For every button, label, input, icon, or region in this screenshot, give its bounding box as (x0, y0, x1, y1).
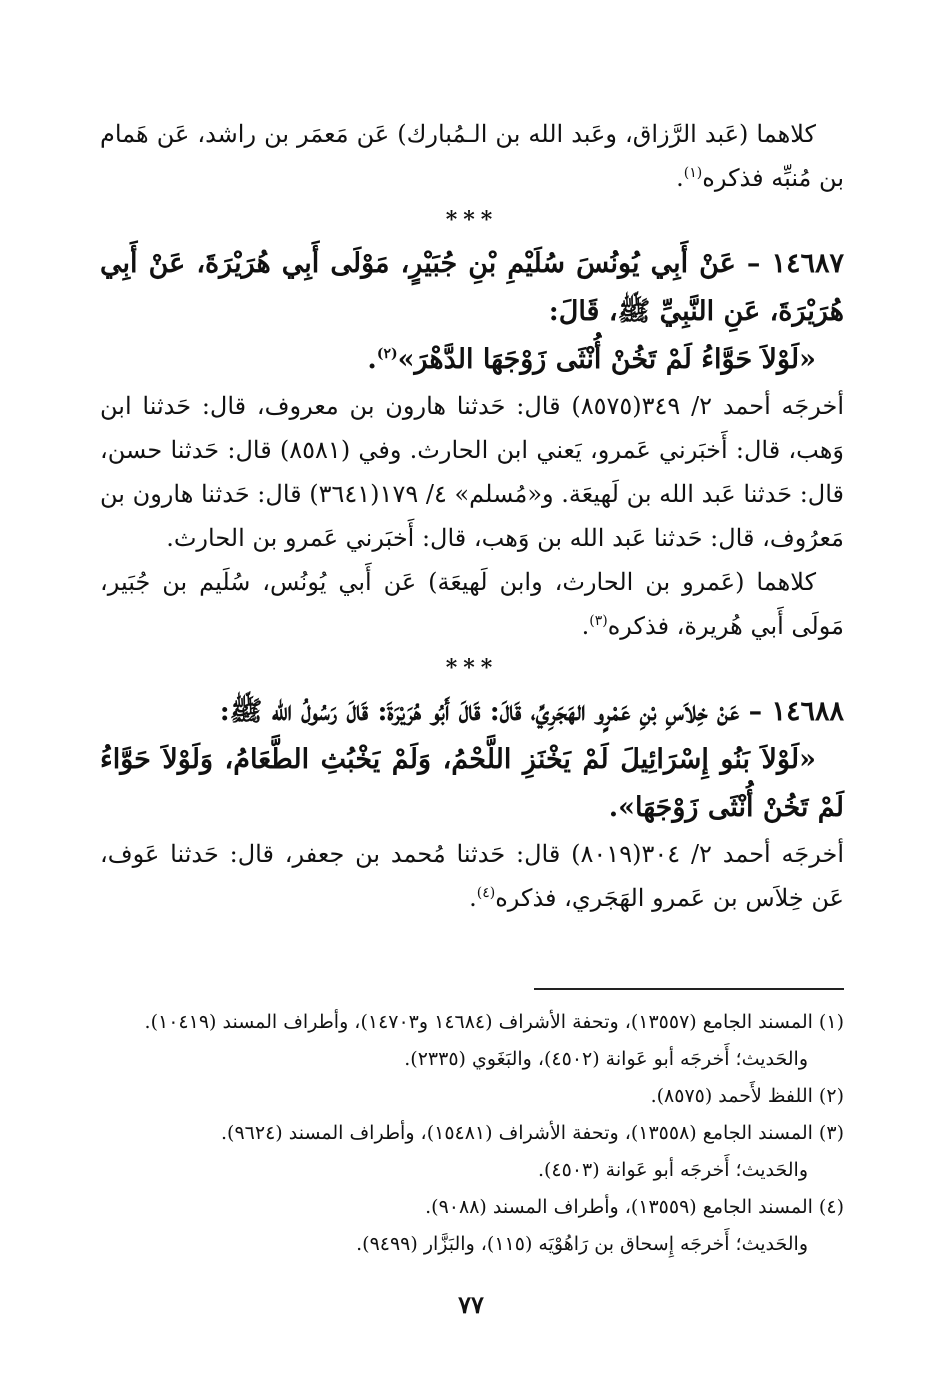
footnote-divider (534, 988, 844, 990)
hadith-number: ١٤٦٨٧ – (746, 248, 845, 279)
takhrij-summary: كلاهما (عَمرو بن الحارث، وابن لَهيعَة) عَن أَبي يُونُس، سُلَيم بن جُبَير، مَولَى أَبي هُريرة، فذكره$^{(٣)}$. (100, 568, 844, 640)
footnote-2: (٢) اللفظ لأَحمد (٨٥٧٥). (650, 1085, 844, 1107)
footnote-1: (١) المسند الجامع (١٣٥٥٧)، وتحفة الأشراف (١٤٦٨٤ و١٤٧٠٣)، وأطراف المسند (١٠٤١٩). (144, 1011, 844, 1033)
hadith-14688-matn: «لَوْلاَ بَنُو إِسْرَائِيلَ لَمْ يَخْنَزِ اللَّحْمُ، وَلَمْ يَخْبُثِ الطَّعَامُ، وَلَوْلاَ حَوَّاءُ لَمْ تَخُنْ أُنْثَى زَوْجَهَا». (100, 744, 844, 823)
takhrij-paragraph: أخرجَه أحمد ٢/ ٣٤٩(٨٥٧٥) قال: حَدثنا هارون بن معروف، قال: حَدثنا ابن وَهب، قال: أَخبَرني عَمرو، يَعني ابن الحارث. وفي (٨٥٨١) قال: حَدثنا حسن، قال: حَدثنا عَبد الله بن لَهيعَة. و«مُسلم» ٤/ ١٧٩(٣٦٤١) قال: حَدثنا هارون بن مَعرُوف، قال: حَدثنا عَبد الله بن وَهب، قال: أَخبَرني عَمرو بن الحارث. (100, 392, 845, 552)
footnote-3: (٣) المسند الجامع (١٣٥٥٨)، وتحفة الأشراف (١٥٤٨١)، وأطراف المسند (٩٦٢٤). (221, 1122, 844, 1144)
footnote-ref-3: (٣) (589, 613, 608, 629)
hadith-14687-matn: «لَوْلاَ حَوَّاءُ لَمْ تَخُنْ أُنْثَى زَوْجَهَا الدَّهْرَ»$^{(٢)}$. (367, 344, 816, 375)
footnote-4: (٤) المسند الجامع (١٣٥٥٩)، وأطراف المسند (٩٠٨٨). (425, 1196, 844, 1218)
footnote-ref-2: (٢) (376, 346, 398, 362)
section-separator: *** (445, 207, 499, 233)
footnote-4-continuation: والحَديث؛ أَخرجَه إِسحاق بن رَاهُوْيَه (١١٥)، والبَزَّار (٩٤٩٩). (356, 1233, 808, 1255)
footnote-ref-1: (١) (683, 165, 703, 181)
section-separator: *** (445, 655, 499, 681)
hadith-14688-isnad (100, 688, 844, 736)
hadith-isnad-text: عَنْ خِلاَسِ بْنِ عَمْرٍو الهَجَرِيِّ، قَالَ: قَالَ أَبُو هُرَيْرَةَ: قَالَ رَسُولُ الله ﷺ: (219, 696, 740, 727)
footnotes (100, 1004, 844, 1263)
takhrij-paragraph: أخرجَه أحمد ٢/ ٣٠٤(٨٠١٩) قال: حَدثنا مُحمد بن جعفر، قال: حَدثنا عَوف، عَن خِلاَس بن عَمرو الهَجَري، فذكره$^{(٤)}$. (100, 840, 844, 912)
footnote-1-continuation: والحَديث؛ أَخرجَه أبو عَوانة (٤٥٠٢)، والبَغَوي (٢٣٣٥). (404, 1048, 808, 1070)
main-text (100, 112, 844, 920)
paragraph-intro-text: كلاهما (عَبد الرَّزاق، وعَبد الله بن الـمُبارك) عَن مَعمَر بن راشد، عَن هَمام بن مُنبِّه فذكره (100, 120, 844, 192)
footnote-3-continuation: والحَديث؛ أَخرجَه أبو عَوانة (٤٥٠٣). (537, 1159, 808, 1181)
hadith-isnad-text: عَنْ أَبِي يُونُسَ سُلَيْمِ بْنِ جُبَيْرٍ، مَوْلَى أَبِي هُرَيْرَةَ، عَنْ أَبِي هُرَيْرَةَ، عَنِ النَّبِيِّ ﷺ، قَالَ: (100, 248, 844, 327)
hadith-matn-text: «لَوْلاَ حَوَّاءُ لَمْ تَخُنْ أُنْثَى زَوْجَهَا الدَّهْرَ» (397, 344, 816, 375)
takhrij-summary-text: كلاهما (عَمرو بن الحارث، وابن لَهيعَة) عَن أَبي يُونُس، سُلَيم بن جُبَير، مَولَى أَبي هُريرة، فذكره (100, 568, 844, 640)
page-number: ٧٧ (458, 1290, 484, 1319)
footnote-ref-4: (٤) (476, 885, 496, 901)
hadith-number: ١٤٦٨٨ – (748, 696, 844, 727)
paragraph-intro: كلاهما (عَبد الرَّزاق، وعَبد الله بن الـمُبارك) عَن مَعمَر بن راشد، عَن هَمام بن مُنبِّه فذكره$^{(١)}$. (100, 120, 844, 192)
takhrij-text: أخرجَه أحمد ٢/ ٣٠٤(٨٠١٩) قال: حَدثنا مُحمد بن جعفر، قال: حَدثنا عَوف، عَن خِلاَس بن عَمرو الهَجَري، فذكره (100, 840, 844, 912)
hadith-14687-isnad (100, 240, 844, 336)
